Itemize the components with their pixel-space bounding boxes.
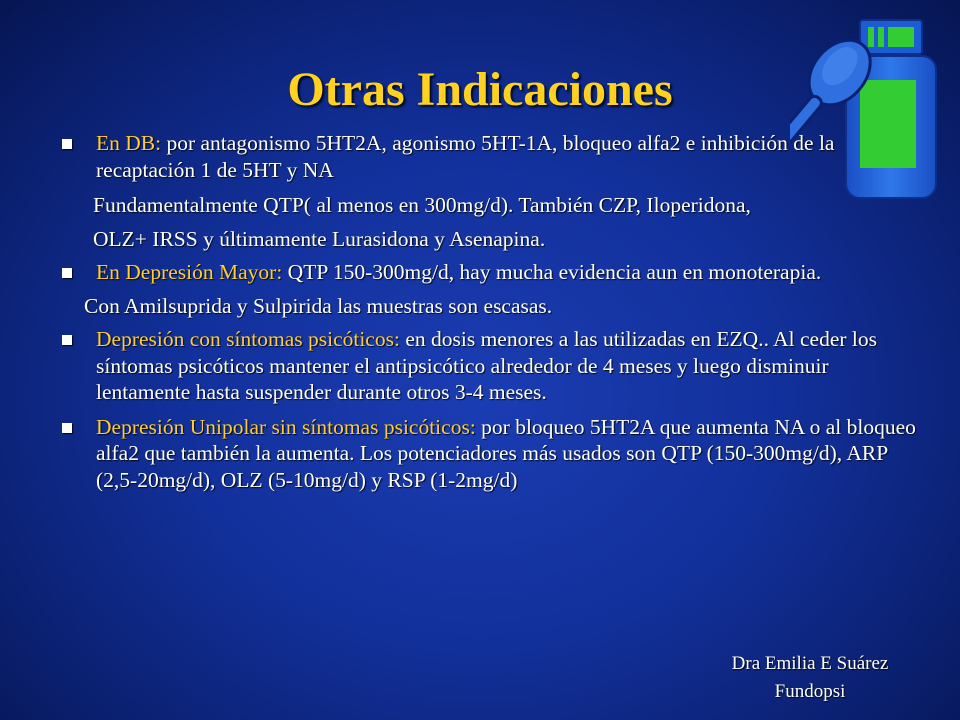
plain-line: Fundamentalmente QTP( al menos en 300mg/d). También CZP, Iloperidona, [93,193,751,217]
bullet-square-icon [62,335,72,345]
bullet-lead: En DB: [96,131,162,155]
slide-title: Otras Indicaciones [287,63,673,116]
bullet-item [58,259,918,286]
slide-content [58,130,918,493]
bullet-square-icon [62,423,72,433]
bullet-text: en dosis menores a las utilizadas en EZQ.. Al ceder los síntomas psicóticos mantener el antipsicótico alrededor de 4 meses y luego disminuir lentamente hasta suspender durante otros 3-4 meses. [96,327,878,404]
bullet-item [58,326,918,406]
bullet-text: por antagonismo 5HT2A, agonismo 5HT-1A, bloqueo alfa2 e inhibición de la recaptación 1 de 5HT y NA [96,131,835,182]
bullet-square-icon [62,268,72,278]
bullet-lead: En Depresión Mayor: [96,260,283,284]
bullet-lead: Depresión Unipolar sin síntomas psicóticos: [96,414,476,439]
bullet-text: por bloqueo 5HT2A que aumenta NA o al bloqueo alfa2 que también la aumenta. Los potenciadores más usados son QTP (150-300mg/d), ARP (2,5-20mg/d), OLZ (5-10mg/d) y RSP (1-2mg/d) [96,414,916,492]
bullet-text: QTP 150-300mg/d, hay mucha evidencia aun en monoterapia. [282,260,822,284]
bullet-item [58,414,918,494]
author-org: Fundopsi [774,681,846,702]
plain-line: Con Amilsuprida y Sulpirida las muestras son escasas. [84,293,553,318]
plain-line: OLZ+ IRSS y últimamente Lurasidona y Asenapina. [93,226,546,251]
bullet-lead: Depresión con síntomas psicóticos: [96,327,400,351]
bullet-item [58,130,918,183]
author-name: Dra Emilia E Suárez [731,653,889,674]
bullet-square-icon [62,139,72,149]
